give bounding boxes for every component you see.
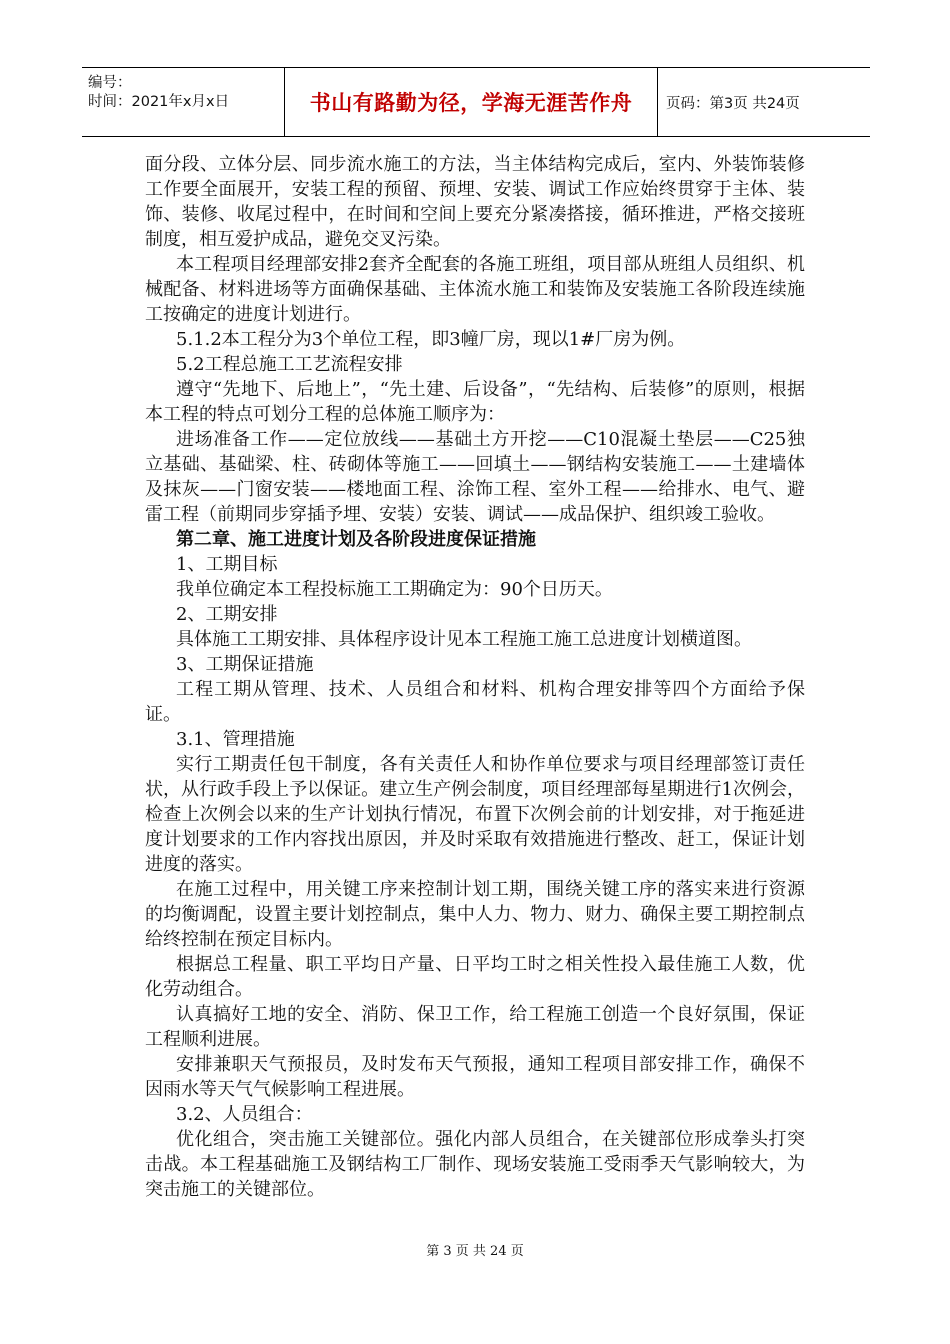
header-page-cell — [658, 68, 870, 136]
section-heading: 2、工期安排 — [176, 604, 278, 625]
page-footer: 第 3 页 共 24 页 — [426, 1244, 524, 1259]
paragraph: 安排兼职天气预报员，及时发布天气预报，通知工程项目部安排工作，确保不因雨水等天气气候影响工程进展。 — [145, 1054, 805, 1100]
paragraph: 5.1.2本工程分为3个单位工程，即3幢厂房，现以1#厂房为例。 — [176, 329, 686, 350]
document-date: 时间：2021年x月x日 — [88, 94, 230, 110]
paragraph: 工程工期从管理、技术、人员组合和材料、机构合理安排等四个方面给予保证。 — [145, 679, 805, 725]
header-page-info: 页码：第3页 共24页 — [666, 95, 800, 112]
document-number-label: 编号： — [88, 75, 132, 91]
section-heading: 5.2工程总施工工艺流程安排 — [176, 354, 403, 375]
paragraph: 遵守“先地下、后地上”，“先土建、后设备”，“先结构、后装修”的原则，根据本工程的特点可划分工程的总体施工顺序为： — [145, 379, 805, 425]
header-motto-cell — [285, 68, 658, 136]
section-heading: 3.1、管理措施 — [176, 729, 295, 750]
paragraph: 根据总工程量、职工平均日产量、日平均工时之相关性投入最佳施工人数，优化劳动组合。 — [145, 954, 805, 1000]
paragraph: 认真搞好工地的安全、消防、保卫工作，给工程施工创造一个良好氛围，保证工程顺利进展。 — [145, 1004, 805, 1050]
paragraph: 优化组合，突击施工关键部位。强化内部人员组合，在关键部位形成拳头打突击战。本工程基础施工及钢结构工厂制作、现场安装施工受雨季天气影响较大，为突击施工的关键部位。 — [145, 1129, 805, 1200]
header-meta-cell — [82, 68, 285, 136]
paragraph: 进场准备工作——定位放线——基础土方开挖——C10混凝土垫层——C25独立基础、基础梁、柱、砖砌体等施工——回填土——钢结构安装施工——土建墙体及抹灰——门窗安装——楼地面工程、涂饰工程、室外工程——给排水、电气、避雷工程（前期同步穿插予埋、安装）安装、调试——成品保护、组织竣工验收。 — [145, 429, 805, 525]
document-body — [145, 152, 805, 1202]
section-heading: 1、工期目标 — [176, 554, 278, 575]
section-heading: 3.2、人员组合： — [176, 1104, 313, 1125]
paragraph: 本工程项目经理部安排2套齐全配套的各施工班组，项目部从班组人员组织、机械配备、材料进场等方面确保基础、主体流水施工和装饰及安装施工各阶段连续施工按确定的进度计划进行。 — [145, 254, 805, 325]
paragraph: 面分段、立体分层、同步流水施工的方法，当主体结构完成后，室内、外装饰装修工作要全面展开，安装工程的预留、预埋、安装、调试工作应始终贯穿于主体、装饰、装修、收尾过程中，在时间和空间上要充分紧凑搭接，循环推进，严格交接班制度，相互爱护成品，避免交叉污染。 — [145, 154, 805, 250]
paragraph: 我单位确定本工程投标施工工期确定为：90个日历天。 — [176, 579, 613, 600]
paragraph: 实行工期责任包干制度，各有关责任人和协作单位要求与项目经理部签订责任状，从行政手段上予以保证。建立生产例会制度，项目经理部每星期进行1次例会，检查上次例会以来的生产计划执行情况，布置下次例会前的计划安排，对于拖延进度计划要求的工作内容找出原因，并及时采取有效措施进行整改、赶工，保证计划进度的落实。 — [145, 754, 805, 875]
chapter-heading: 第二章、施工进度计划及各阶段进度保证措施 — [176, 529, 536, 550]
paragraph: 在施工过程中，用关键工序来控制计划工期，围绕关键工序的落实来进行资源的均衡调配，设置主要计划控制点，集中人力、物力、财力、确保主要工期控制点给终控制在预定目标内。 — [145, 879, 805, 950]
section-heading: 3、工期保证措施 — [176, 654, 314, 675]
document-header — [82, 67, 870, 137]
paragraph: 具体施工工期安排、具体程序设计见本工程施工施工总进度计划横道图。 — [176, 629, 752, 650]
header-motto: 书山有路勤为径，学海无涯苦作舟 — [309, 91, 633, 115]
